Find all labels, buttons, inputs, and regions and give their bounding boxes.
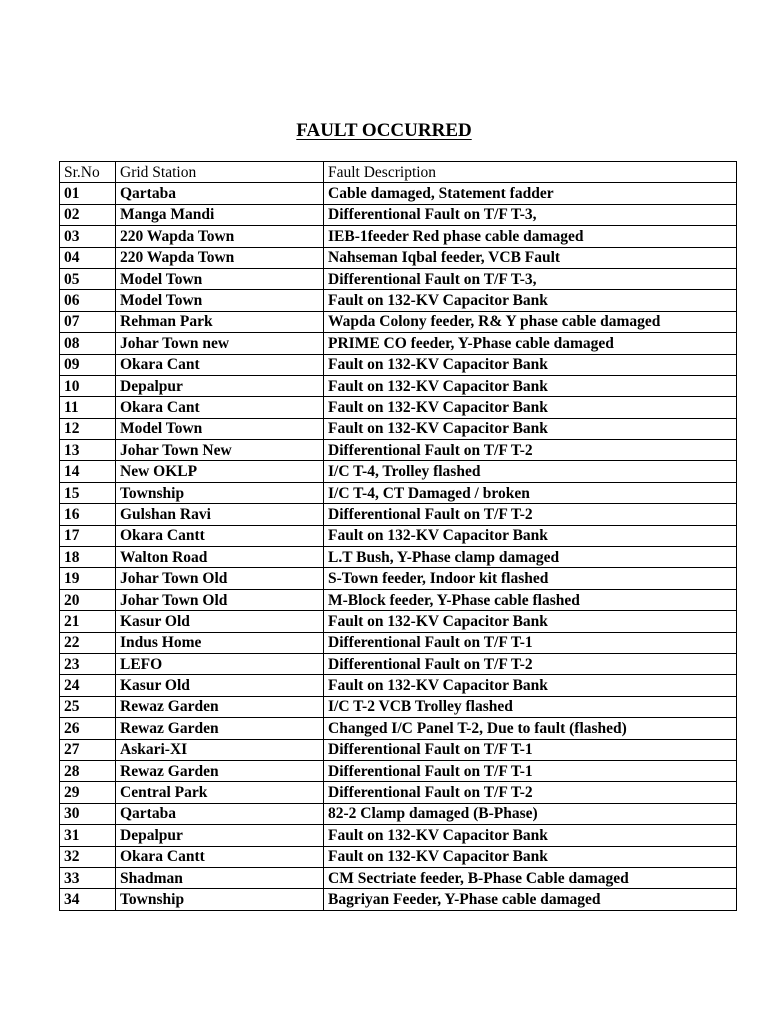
- table-row: [60, 846, 737, 867]
- cell-fault-description: IEB-1feeder Red phase cable damaged: [324, 226, 737, 247]
- cell-grid-station: Model Town: [116, 290, 324, 311]
- cell-grid-station: 220 Wapda Town: [116, 247, 324, 268]
- cell-grid-station: Kasur Old: [116, 675, 324, 696]
- cell-fault-description: Fault on 132-KV Capacitor Bank: [324, 397, 737, 418]
- cell-grid-station: Depalpur: [116, 825, 324, 846]
- cell-fault-description: Differentional Fault on T/F T-2: [324, 653, 737, 674]
- cell-sr-no: 30: [60, 803, 116, 824]
- header-fault-description: Fault Description: [324, 162, 737, 183]
- fault-table-body: [60, 162, 737, 911]
- cell-fault-description: 82-2 Clamp damaged (B-Phase): [324, 803, 737, 824]
- table-row: [60, 418, 737, 439]
- cell-grid-station: Qartaba: [116, 803, 324, 824]
- cell-grid-station: Gulshan Ravi: [116, 504, 324, 525]
- table-row: [60, 183, 737, 204]
- cell-sr-no: 08: [60, 333, 116, 354]
- cell-fault-description: Fault on 132-KV Capacitor Bank: [324, 290, 737, 311]
- cell-sr-no: 33: [60, 867, 116, 888]
- cell-fault-description: Fault on 132-KV Capacitor Bank: [324, 418, 737, 439]
- cell-fault-description: Fault on 132-KV Capacitor Bank: [324, 675, 737, 696]
- cell-fault-description: Wapda Colony feeder, R& Y phase cable damaged: [324, 311, 737, 332]
- cell-fault-description: Cable damaged, Statement fadder: [324, 183, 737, 204]
- cell-sr-no: 09: [60, 354, 116, 375]
- cell-fault-description: S-Town feeder, Indoor kit flashed: [324, 568, 737, 589]
- cell-grid-station: Township: [116, 889, 324, 910]
- cell-sr-no: 20: [60, 589, 116, 610]
- cell-fault-description: Fault on 132-KV Capacitor Bank: [324, 846, 737, 867]
- cell-sr-no: 22: [60, 632, 116, 653]
- table-row: [60, 653, 737, 674]
- cell-fault-description: Nahseman Iqbal feeder, VCB Fault: [324, 247, 737, 268]
- cell-sr-no: 24: [60, 675, 116, 696]
- fault-table: [59, 161, 737, 911]
- cell-grid-station: Kasur Old: [116, 611, 324, 632]
- table-row: [60, 226, 737, 247]
- cell-sr-no: 07: [60, 311, 116, 332]
- cell-fault-description: L.T Bush, Y-Phase clamp damaged: [324, 547, 737, 568]
- cell-sr-no: 02: [60, 204, 116, 225]
- cell-sr-no: 14: [60, 461, 116, 482]
- cell-fault-description: M-Block feeder, Y-Phase cable flashed: [324, 589, 737, 610]
- cell-grid-station: Township: [116, 482, 324, 503]
- cell-grid-station: Johar Town Old: [116, 589, 324, 610]
- table-row: [60, 333, 737, 354]
- cell-sr-no: 21: [60, 611, 116, 632]
- table-row: [60, 867, 737, 888]
- cell-fault-description: Differentional Fault on T/F T-2: [324, 440, 737, 461]
- cell-grid-station: Okara Cant: [116, 354, 324, 375]
- cell-sr-no: 28: [60, 760, 116, 781]
- document-title: FAULT OCCURRED: [296, 120, 472, 141]
- table-row: [60, 611, 737, 632]
- cell-fault-description: Fault on 132-KV Capacitor Bank: [324, 525, 737, 546]
- cell-sr-no: 01: [60, 183, 116, 204]
- cell-grid-station: Johar Town New: [116, 440, 324, 461]
- cell-fault-description: Fault on 132-KV Capacitor Bank: [324, 825, 737, 846]
- table-row: [60, 782, 737, 803]
- cell-sr-no: 27: [60, 739, 116, 760]
- table-row: [60, 440, 737, 461]
- cell-fault-description: I/C T-4, Trolley flashed: [324, 461, 737, 482]
- cell-grid-station: New OKLP: [116, 461, 324, 482]
- cell-sr-no: 16: [60, 504, 116, 525]
- table-row: [60, 354, 737, 375]
- cell-sr-no: 31: [60, 825, 116, 846]
- cell-grid-station: Askari-XI: [116, 739, 324, 760]
- cell-grid-station: Shadman: [116, 867, 324, 888]
- cell-fault-description: CM Sectriate feeder, B-Phase Cable damaged: [324, 867, 737, 888]
- cell-sr-no: 23: [60, 653, 116, 674]
- cell-grid-station: 220 Wapda Town: [116, 226, 324, 247]
- table-header-row: [60, 162, 737, 183]
- cell-grid-station: Indus Home: [116, 632, 324, 653]
- cell-sr-no: 04: [60, 247, 116, 268]
- cell-fault-description: PRIME CO feeder, Y-Phase cable damaged: [324, 333, 737, 354]
- table-row: [60, 589, 737, 610]
- cell-fault-description: I/C T-4, CT Damaged / broken: [324, 482, 737, 503]
- table-row: [60, 568, 737, 589]
- cell-fault-description: Differentional Fault on T/F T-3,: [324, 268, 737, 289]
- table-row: [60, 696, 737, 717]
- cell-fault-description: Differentional Fault on T/F T-2: [324, 504, 737, 525]
- table-row: [60, 504, 737, 525]
- table-row: [60, 311, 737, 332]
- cell-fault-description: Differentional Fault on T/F T-1: [324, 739, 737, 760]
- cell-fault-description: Fault on 132-KV Capacitor Bank: [324, 375, 737, 396]
- table-row: [60, 739, 737, 760]
- table-row: [60, 825, 737, 846]
- table-row: [60, 632, 737, 653]
- table-row: [60, 375, 737, 396]
- table-row: [60, 525, 737, 546]
- cell-sr-no: 26: [60, 718, 116, 739]
- cell-fault-description: Differentional Fault on T/F T-1: [324, 760, 737, 781]
- table-row: [60, 889, 737, 910]
- cell-grid-station: Rewaz Garden: [116, 696, 324, 717]
- table-row: [60, 247, 737, 268]
- table-row: [60, 397, 737, 418]
- header-sr-no: Sr.No: [60, 162, 116, 183]
- cell-grid-station: Okara Cantt: [116, 525, 324, 546]
- cell-grid-station: Johar Town Old: [116, 568, 324, 589]
- cell-grid-station: LEFO: [116, 653, 324, 674]
- cell-grid-station: Okara Cant: [116, 397, 324, 418]
- cell-sr-no: 11: [60, 397, 116, 418]
- cell-sr-no: 17: [60, 525, 116, 546]
- cell-sr-no: 05: [60, 268, 116, 289]
- cell-grid-station: Model Town: [116, 268, 324, 289]
- table-row: [60, 461, 737, 482]
- cell-grid-station: Okara Cantt: [116, 846, 324, 867]
- table-row: [60, 675, 737, 696]
- table-row: [60, 482, 737, 503]
- cell-sr-no: 34: [60, 889, 116, 910]
- cell-sr-no: 18: [60, 547, 116, 568]
- cell-grid-station: Depalpur: [116, 375, 324, 396]
- cell-grid-station: Rehman Park: [116, 311, 324, 332]
- cell-sr-no: 06: [60, 290, 116, 311]
- cell-sr-no: 13: [60, 440, 116, 461]
- cell-sr-no: 10: [60, 375, 116, 396]
- cell-grid-station: Qartaba: [116, 183, 324, 204]
- cell-fault-description: Bagriyan Feeder, Y-Phase cable damaged: [324, 889, 737, 910]
- cell-grid-station: Johar Town new: [116, 333, 324, 354]
- cell-grid-station: Manga Mandi: [116, 204, 324, 225]
- table-row: [60, 718, 737, 739]
- cell-grid-station: Walton Road: [116, 547, 324, 568]
- cell-sr-no: 12: [60, 418, 116, 439]
- cell-sr-no: 32: [60, 846, 116, 867]
- table-row: [60, 290, 737, 311]
- cell-fault-description: Changed I/C Panel T-2, Due to fault (flashed): [324, 718, 737, 739]
- cell-grid-station: Central Park: [116, 782, 324, 803]
- cell-fault-description: I/C T-2 VCB Trolley flashed: [324, 696, 737, 717]
- table-row: [60, 204, 737, 225]
- table-row: [60, 268, 737, 289]
- cell-sr-no: 29: [60, 782, 116, 803]
- table-row: [60, 803, 737, 824]
- table-row: [60, 547, 737, 568]
- cell-sr-no: 25: [60, 696, 116, 717]
- cell-sr-no: 03: [60, 226, 116, 247]
- cell-fault-description: Fault on 132-KV Capacitor Bank: [324, 611, 737, 632]
- cell-grid-station: Rewaz Garden: [116, 718, 324, 739]
- table-row: [60, 760, 737, 781]
- cell-grid-station: Rewaz Garden: [116, 760, 324, 781]
- cell-fault-description: Differentional Fault on T/F T-3,: [324, 204, 737, 225]
- cell-fault-description: Differentional Fault on T/F T-1: [324, 632, 737, 653]
- cell-fault-description: Fault on 132-KV Capacitor Bank: [324, 354, 737, 375]
- cell-sr-no: 19: [60, 568, 116, 589]
- header-grid-station: Grid Station: [116, 162, 324, 183]
- cell-grid-station: Model Town: [116, 418, 324, 439]
- cell-sr-no: 15: [60, 482, 116, 503]
- cell-fault-description: Differentional Fault on T/F T-2: [324, 782, 737, 803]
